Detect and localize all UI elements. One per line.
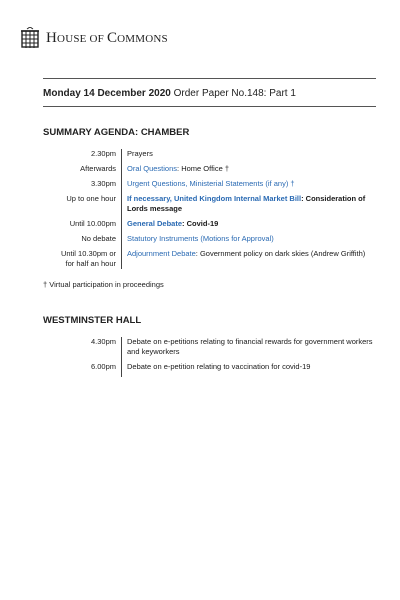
agenda-business <box>121 362 383 377</box>
agenda-link[interactable]: Adjournment Debate <box>127 249 196 258</box>
agenda-time <box>43 249 121 269</box>
agenda-time <box>43 194 121 219</box>
agenda-row <box>43 149 383 164</box>
westminster-hall-agenda <box>43 337 383 377</box>
agenda-link[interactable]: General Debate <box>127 219 183 228</box>
date-divider <box>43 106 376 107</box>
agenda-time-line: 6.00pm <box>90 362 116 371</box>
agenda-business <box>121 149 383 164</box>
agenda-time-line: No debate <box>81 234 116 243</box>
order-paper-number: Order Paper No.148: Part 1 <box>173 88 296 99</box>
agenda-time <box>43 219 121 234</box>
agenda-link[interactable]: Statutory Instruments (Motions for Approval) <box>127 234 274 243</box>
agenda-row <box>43 362 383 377</box>
agenda-row <box>43 234 383 249</box>
agenda-row <box>43 164 383 179</box>
agenda-business <box>121 164 383 179</box>
westminster-hall-heading: WESTMINSTER HALL <box>43 315 142 326</box>
virtual-participation-note: † Virtual participation in proceedings <box>43 280 164 289</box>
agenda-link[interactable]: Oral Questions <box>127 164 178 173</box>
agenda-time <box>43 234 121 249</box>
portcullis-icon <box>20 27 40 49</box>
agenda-text: Debate on e-petitions relating to financial rewards for government workers and keyworkers <box>127 337 373 356</box>
sitting-date: Monday 14 December 2020 <box>43 88 171 99</box>
agenda-business <box>121 179 383 194</box>
agenda-row <box>43 337 383 362</box>
agenda-text: Debate on e-petition relating to vaccination for covid-19 <box>127 362 311 371</box>
agenda-business <box>121 194 383 219</box>
agenda-time <box>43 164 121 179</box>
parliament-logo <box>20 27 168 49</box>
agenda-row <box>43 179 383 194</box>
agenda-time-line: Until 10.30pm or <box>60 249 116 258</box>
agenda-time-line: 3.30pm <box>90 179 116 188</box>
agenda-time <box>43 362 121 377</box>
agenda-time-line: 2.30pm <box>90 149 116 158</box>
agenda-time-line: Until 10.00pm <box>69 219 116 228</box>
agenda-text: : Home Office † <box>177 164 229 173</box>
agenda-time <box>43 337 121 362</box>
agenda-text: : Consideration of Lords message <box>127 194 366 213</box>
agenda-time-line: Up to one hour <box>66 194 116 203</box>
chamber-agenda <box>43 149 383 269</box>
top-divider <box>43 78 376 79</box>
chamber-heading: SUMMARY AGENDA: CHAMBER <box>43 127 190 138</box>
agenda-text: : Government policy on dark skies (Andrew Griffith) <box>195 249 366 258</box>
agenda-row <box>43 219 383 234</box>
agenda-business <box>121 337 383 362</box>
agenda-business <box>121 234 383 249</box>
agenda-row <box>43 249 383 269</box>
agenda-link[interactable]: Urgent Questions, Ministerial Statements (if any) † <box>127 179 295 188</box>
agenda-time-line: 4.30pm <box>90 337 116 346</box>
agenda-text: : Covid-19 <box>182 219 219 228</box>
agenda-link[interactable]: If necessary, United Kingdom Internal Market Bill <box>127 194 302 203</box>
org-name: HOUSE OF COMMONS <box>46 29 168 46</box>
agenda-time-line: Afterwards <box>80 164 116 173</box>
agenda-time-line: for half an hour <box>65 259 116 268</box>
agenda-business <box>121 249 383 269</box>
order-paper-title <box>43 88 296 99</box>
agenda-text: Prayers <box>127 149 153 158</box>
agenda-row <box>43 194 383 219</box>
agenda-time <box>43 149 121 164</box>
agenda-business <box>121 219 383 234</box>
agenda-time <box>43 179 121 194</box>
